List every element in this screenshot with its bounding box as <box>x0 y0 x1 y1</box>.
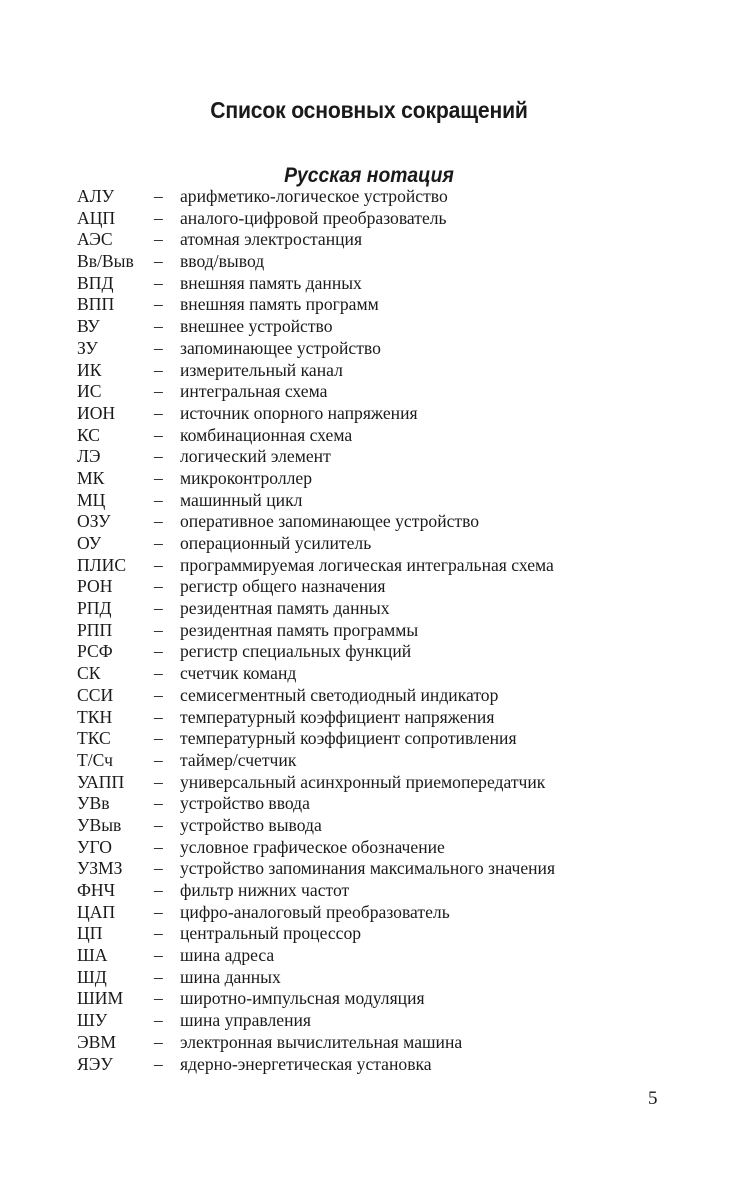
abbreviation-dash: – <box>154 316 163 337</box>
list-item <box>77 685 717 707</box>
list-item <box>77 1054 717 1076</box>
list-item <box>77 381 717 403</box>
list-item <box>77 1010 717 1032</box>
abbreviation-definition: устройство вывода <box>180 814 322 835</box>
list-item <box>77 663 717 685</box>
abbreviation-term: ОЗУ <box>77 511 111 532</box>
abbreviation-definition: интегральная схема <box>180 381 328 402</box>
abbreviation-definition: микроконтроллер <box>180 467 312 488</box>
abbreviation-dash: – <box>154 1031 163 1052</box>
abbreviation-term: ИОН <box>77 402 116 423</box>
list-item <box>77 338 717 360</box>
list-item <box>77 620 717 642</box>
abbreviation-dash: – <box>154 814 163 835</box>
abbreviation-dash: – <box>154 988 163 1009</box>
abbreviation-dash: – <box>154 533 163 553</box>
abbreviation-term: ТКН <box>77 706 113 727</box>
abbreviation-term: ПЛИС <box>77 554 127 575</box>
abbreviation-dash: – <box>154 923 163 944</box>
list-item <box>77 598 717 620</box>
abbreviation-dash: – <box>154 663 163 684</box>
abbreviation-term: ТКС <box>77 728 111 749</box>
abbreviation-term: ОУ <box>77 533 102 553</box>
list-item <box>77 360 717 382</box>
abbreviation-dash: – <box>154 186 163 206</box>
abbreviation-definition: электронная вычислительная машина <box>180 1031 463 1052</box>
list-item <box>77 273 717 295</box>
abbreviation-term: ИС <box>77 381 102 402</box>
abbreviation-dash: – <box>154 880 163 900</box>
abbreviation-term: ЗУ <box>77 337 98 358</box>
abbreviation-dash: – <box>154 251 163 272</box>
abbreviation-term: Т/Сч <box>77 749 113 770</box>
abbreviation-definition: условное графическое обозначение <box>180 836 445 857</box>
abbreviation-definition: внешнее устройство <box>180 316 333 337</box>
abbreviation-dash: – <box>154 641 163 662</box>
abbreviation-dash: – <box>154 901 163 922</box>
abbreviation-term: ЛЭ <box>77 446 101 467</box>
abbreviation-definition: универсальный асинхронный приемопередатчик <box>180 771 546 792</box>
abbreviation-definition: ввод/вывод <box>180 251 265 272</box>
abbreviation-definition: устройство запоминания максимального значения <box>180 858 556 879</box>
abbreviation-definition: шина управления <box>180 1010 311 1031</box>
abbreviation-definition: логический элемент <box>180 446 331 467</box>
list-item <box>77 1032 717 1054</box>
abbreviation-dash: – <box>154 294 163 315</box>
abbreviation-term: РПП <box>77 619 113 640</box>
list-item <box>77 837 717 859</box>
page-number: 5 <box>648 1088 658 1109</box>
abbreviation-term: АЦП <box>77 207 116 228</box>
list-item <box>77 511 717 533</box>
list-item <box>77 468 717 490</box>
abbreviation-term: УВыв <box>77 814 122 835</box>
abbreviation-term: ССИ <box>77 684 114 705</box>
abbreviation-term: УВв <box>77 793 110 814</box>
abbreviation-dash: – <box>154 793 163 814</box>
abbreviation-dash: – <box>154 1010 163 1031</box>
list-item <box>77 555 717 577</box>
abbreviation-dash: – <box>154 272 163 293</box>
list-item <box>77 923 717 945</box>
list-item <box>77 294 717 316</box>
abbreviation-term: АЭС <box>77 229 113 250</box>
abbreviation-term: УГО <box>77 836 112 857</box>
list-item <box>77 490 717 512</box>
page-title: Список основных сокращений <box>210 97 528 124</box>
abbreviation-term: РСФ <box>77 641 113 662</box>
abbreviation-definition: регистр общего назначения <box>180 576 386 597</box>
abbreviation-definition: таймер/счетчик <box>180 749 297 770</box>
abbreviation-term: СК <box>77 663 101 684</box>
abbreviation-definition: широтно-импульсная модуляция <box>180 988 425 1009</box>
abbreviation-term: УЗМЗ <box>77 858 123 879</box>
abbreviation-definition: арифметико-логическое устройство <box>180 186 448 206</box>
list-item <box>77 815 717 837</box>
list-item <box>77 772 717 794</box>
list-item <box>77 750 717 772</box>
list-item <box>77 902 717 924</box>
abbreviation-dash: – <box>154 467 163 488</box>
abbreviation-dash: – <box>154 229 163 250</box>
abbreviation-dash: – <box>154 749 163 770</box>
abbreviation-definition: резидентная память программы <box>180 619 419 640</box>
list-item <box>77 229 717 251</box>
abbreviation-term: ШУ <box>77 1010 108 1031</box>
list-item <box>77 446 717 468</box>
abbreviation-dash: – <box>154 554 163 575</box>
abbreviation-definition: шина адреса <box>180 945 275 966</box>
list-item <box>77 728 717 750</box>
abbreviation-definition: резидентная память данных <box>180 598 390 619</box>
section-title: Русская нотация <box>284 164 454 188</box>
abbreviation-definition: программируемая логическая интегральная схема <box>180 554 554 575</box>
list-item <box>77 967 717 989</box>
abbreviation-definition: машинный цикл <box>180 489 303 510</box>
abbreviation-term: ШД <box>77 966 107 987</box>
list-item <box>77 988 717 1010</box>
abbreviation-definition: цифро-аналоговый преобразователь <box>180 901 450 922</box>
abbreviation-term: РОН <box>77 576 113 597</box>
abbreviation-term: ЯЭУ <box>77 1053 113 1074</box>
abbreviation-term: Вв/Выв <box>77 251 134 272</box>
abbreviation-dash: – <box>154 511 163 532</box>
abbreviation-definition: регистр специальных функций <box>180 641 412 662</box>
abbreviation-term: ИК <box>77 359 102 380</box>
list-item <box>77 945 717 967</box>
list-item <box>77 576 717 598</box>
abbreviation-dash: – <box>154 489 163 510</box>
list-item <box>77 208 717 230</box>
list-item <box>77 707 717 729</box>
abbreviation-dash: – <box>154 1053 163 1074</box>
list-item <box>77 425 717 447</box>
list-item <box>77 533 717 555</box>
abbreviation-term: ША <box>77 945 108 966</box>
abbreviation-definition: ядерно-энергетическая установка <box>180 1053 432 1074</box>
abbreviation-term: ШИМ <box>77 988 124 1009</box>
abbreviation-dash: – <box>154 207 163 228</box>
abbreviation-definition: температурный коэффициент сопротивления <box>180 728 517 749</box>
abbreviation-dash: – <box>154 858 163 879</box>
abbreviation-dash: – <box>154 402 163 423</box>
abbreviation-term: МЦ <box>77 489 106 510</box>
list-item <box>77 793 717 815</box>
abbreviation-list <box>77 186 717 1075</box>
abbreviation-term: ФНЧ <box>77 880 116 900</box>
abbreviation-definition: устройство ввода <box>180 793 310 814</box>
abbreviation-dash: – <box>154 945 163 966</box>
abbreviation-term: ВУ <box>77 316 100 337</box>
abbreviation-dash: – <box>154 619 163 640</box>
abbreviation-dash: – <box>154 966 163 987</box>
abbreviation-term: КС <box>77 424 101 445</box>
abbreviation-dash: – <box>154 424 163 445</box>
list-item <box>77 403 717 425</box>
abbreviation-definition: температурный коэффициент напряжения <box>180 706 495 727</box>
abbreviation-term: ВПД <box>77 272 114 293</box>
abbreviation-definition: оперативное запоминающее устройство <box>180 511 480 532</box>
abbreviation-dash: – <box>154 728 163 749</box>
abbreviation-definition: фильтр нижних частот <box>180 880 350 900</box>
list-item <box>77 186 717 208</box>
abbreviation-definition: семисегментный светодиодный индикатор <box>180 684 499 705</box>
abbreviation-dash: – <box>154 381 163 402</box>
abbreviation-definition: шина данных <box>180 966 281 987</box>
list-item <box>77 880 717 902</box>
abbreviation-definition: счетчик команд <box>180 663 297 684</box>
abbreviation-definition: атомная электростанция <box>180 229 363 250</box>
abbreviation-term: УАПП <box>77 771 125 792</box>
abbreviation-dash: – <box>154 684 163 705</box>
abbreviation-dash: – <box>154 337 163 358</box>
abbreviation-definition: центральный процессор <box>180 923 362 944</box>
abbreviation-dash: – <box>154 771 163 792</box>
abbreviation-term: АЛУ <box>77 186 115 206</box>
abbreviation-term: ВПП <box>77 294 115 315</box>
abbreviation-definition: внешняя память данных <box>180 272 362 293</box>
abbreviation-dash: – <box>154 598 163 619</box>
abbreviation-definition: аналого-цифровой преобразователь <box>180 207 447 228</box>
abbreviation-dash: – <box>154 836 163 857</box>
abbreviation-term: ЭВМ <box>77 1031 116 1052</box>
abbreviation-term: МК <box>77 467 105 488</box>
list-item <box>77 858 717 880</box>
abbreviation-dash: – <box>154 576 163 597</box>
list-item <box>77 251 717 273</box>
abbreviation-term: ЦАП <box>77 901 116 922</box>
abbreviation-dash: – <box>154 706 163 727</box>
abbreviation-dash: – <box>154 359 163 380</box>
abbreviation-definition: запоминающее устройство <box>180 337 381 358</box>
abbreviation-definition: внешняя память программ <box>180 294 379 315</box>
list-item <box>77 641 717 663</box>
abbreviation-definition: комбинационная схема <box>180 424 353 445</box>
abbreviation-definition: операционный усилитель <box>180 533 372 553</box>
abbreviation-definition: измерительный канал <box>180 359 343 380</box>
list-item <box>77 316 717 338</box>
abbreviation-dash: – <box>154 446 163 467</box>
abbreviation-term: ЦП <box>77 923 103 944</box>
abbreviation-definition: источник опорного напряжения <box>180 402 418 423</box>
abbreviation-term: РПД <box>77 598 112 619</box>
